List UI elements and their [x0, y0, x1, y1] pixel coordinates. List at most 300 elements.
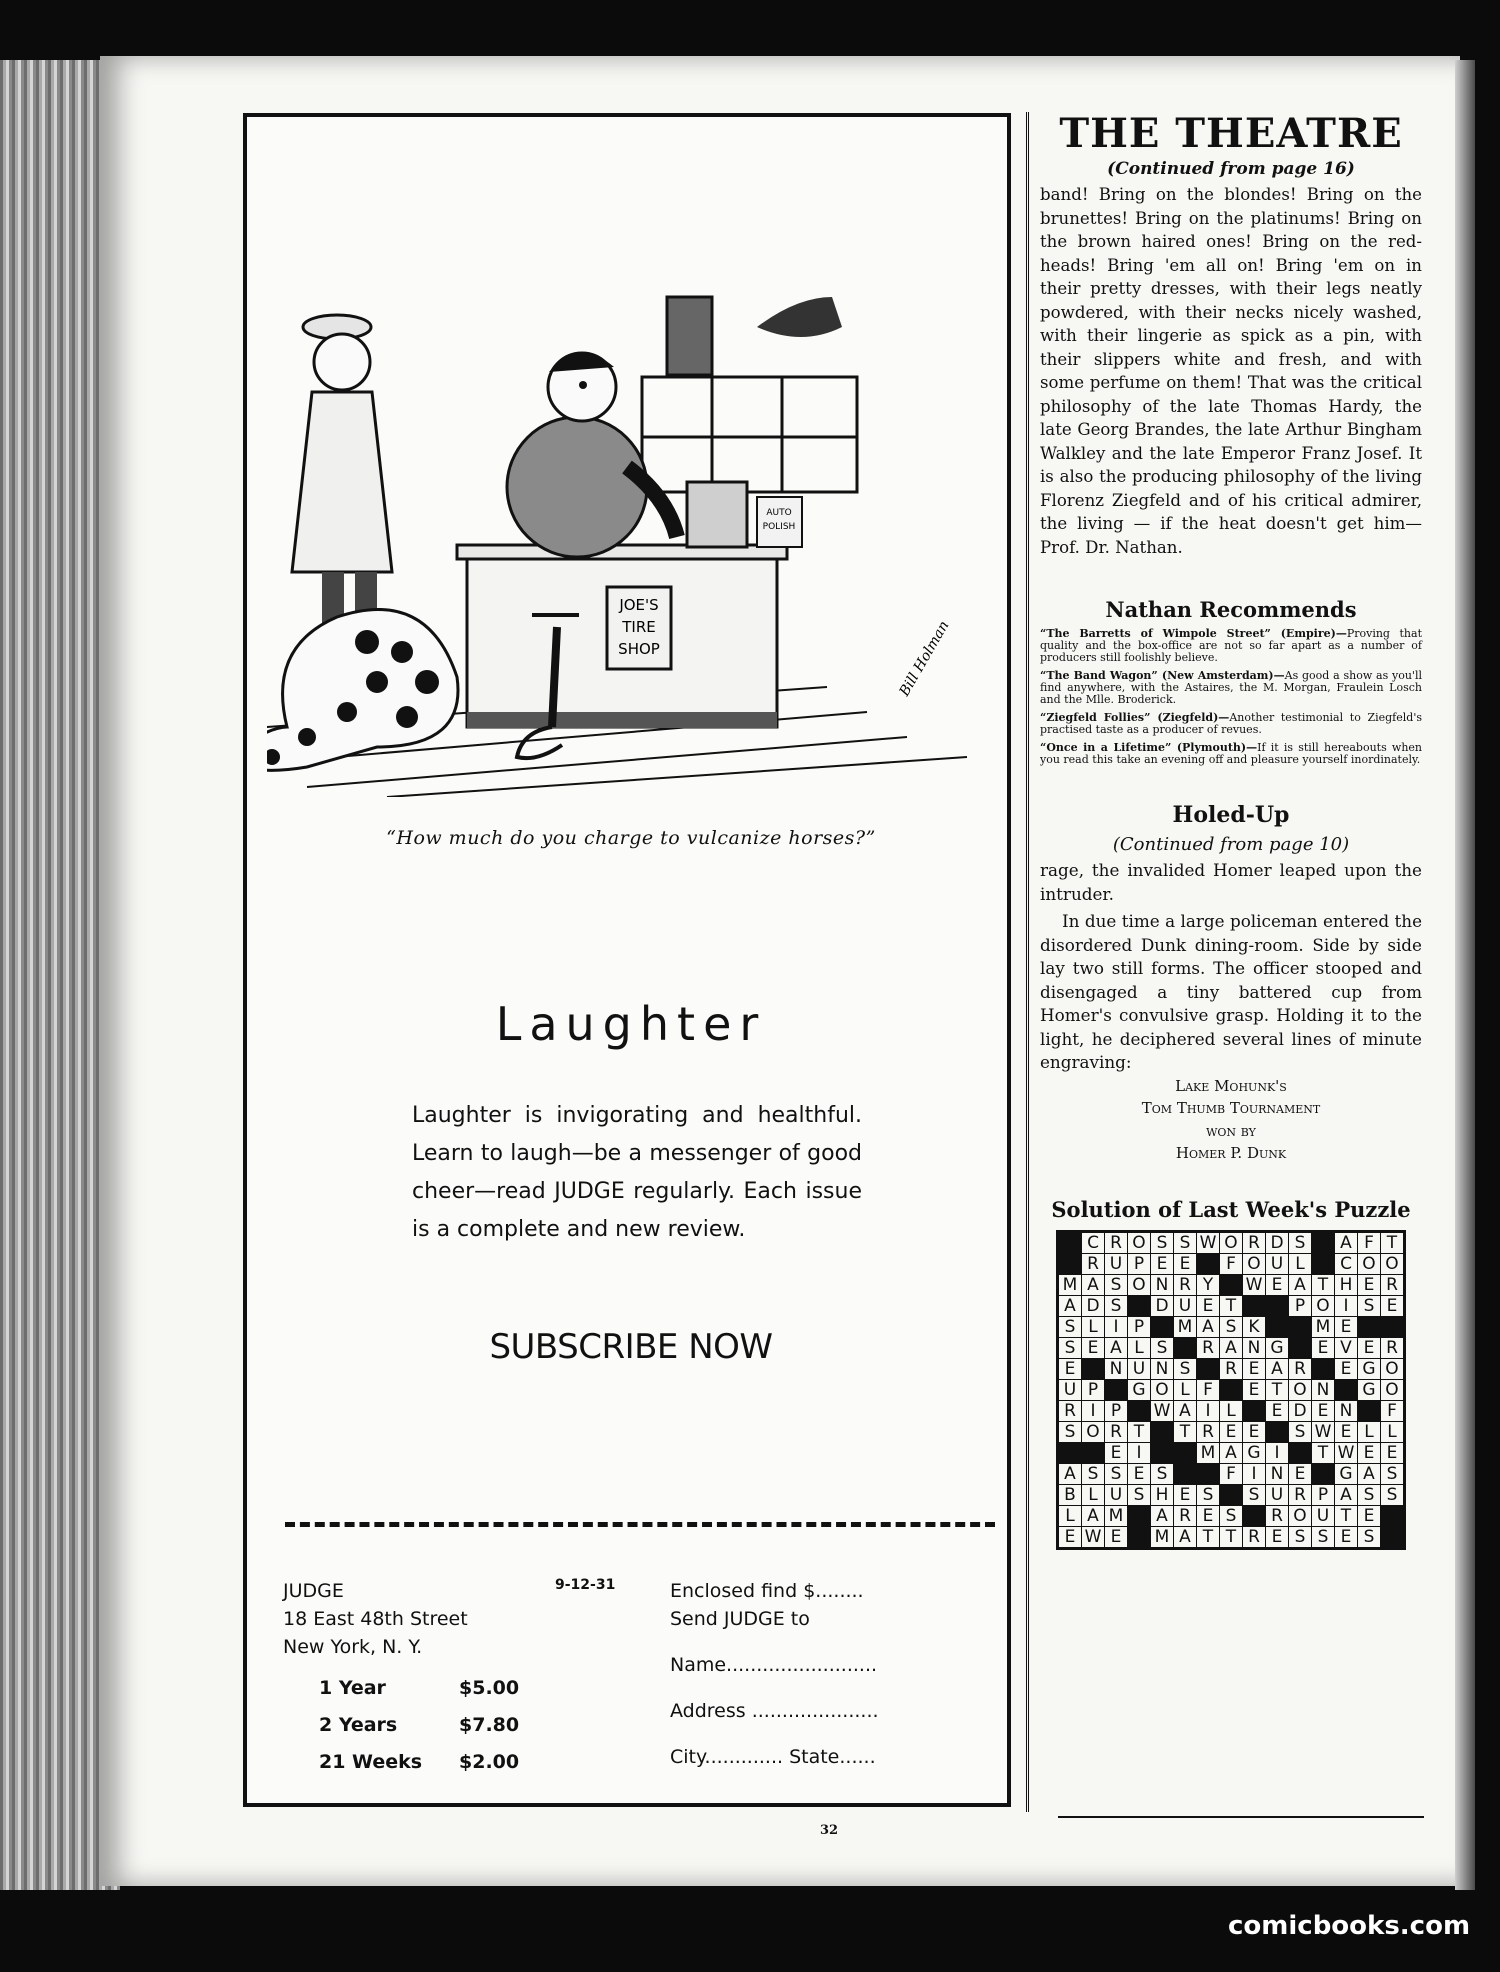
crossword-letter-cell: L — [1082, 1484, 1105, 1505]
crossword-letter-cell: A — [1220, 1442, 1243, 1463]
crossword-black-cell — [1151, 1421, 1174, 1442]
crossword-letter-cell: A — [1058, 1463, 1082, 1484]
crossword-letter-cell: S — [1358, 1484, 1381, 1505]
crossword-row — [1058, 1337, 1405, 1358]
crossword-letter-cell: A — [1151, 1505, 1174, 1526]
crossword-letter-cell: U — [1266, 1253, 1289, 1274]
crossword-letter-cell: E — [1105, 1526, 1128, 1548]
crossword-letter-cell: T — [1381, 1231, 1405, 1253]
crossword-letter-cell: A — [1174, 1526, 1197, 1548]
crossword-letter-cell: P — [1082, 1379, 1105, 1400]
crossword-letter-cell: G — [1266, 1337, 1289, 1358]
crossword-letter-cell: E — [1174, 1484, 1197, 1505]
crossword-letter-cell: G — [1335, 1463, 1358, 1484]
crossword-black-cell — [1197, 1253, 1220, 1274]
crossword-letter-cell: T — [1266, 1379, 1289, 1400]
crossword-letter-cell: E — [1381, 1442, 1405, 1463]
crossword-row — [1058, 1484, 1405, 1505]
holed-up-continued-note: (Continued from page 10) — [1112, 834, 1350, 855]
crossword-letter-cell: T — [1335, 1505, 1358, 1526]
crossword-letter-cell: T — [1174, 1421, 1197, 1442]
crossword-black-cell — [1381, 1316, 1405, 1337]
recommendation-item — [1040, 628, 1422, 664]
crossword-black-cell — [1174, 1463, 1197, 1484]
crossword-letter-cell: E — [1151, 1253, 1174, 1274]
crossword-black-cell — [1058, 1442, 1082, 1463]
crossword-letter-cell: S — [1105, 1274, 1128, 1295]
crossword-letter-cell: A — [1082, 1505, 1105, 1526]
engraving-line: won by — [1206, 1121, 1256, 1140]
rate-term: 2 Years — [319, 1714, 398, 1736]
recommendation-show: “Once in a Lifetime” (Plymouth)— — [1040, 741, 1258, 754]
recommendation-show: “The Barretts of Wimpole Street” (Empire)— — [1040, 627, 1347, 640]
crossword-letter-cell: F — [1197, 1379, 1220, 1400]
crossword-letter-cell: S — [1128, 1484, 1151, 1505]
crossword-row — [1058, 1295, 1405, 1316]
recommendation-show: “The Band Wagon” (New Amsterdam)— — [1040, 669, 1285, 682]
rate-row — [319, 1751, 519, 1788]
crossword-letter-cell: R — [1197, 1421, 1220, 1442]
crossword-letter-cell: T — [1220, 1526, 1243, 1548]
crossword-row — [1058, 1421, 1405, 1442]
crossword-letter-cell: E — [1266, 1400, 1289, 1421]
crossword-letter-cell: F — [1220, 1253, 1243, 1274]
crossword-letter-cell: W — [1151, 1400, 1174, 1421]
crossword-letter-cell: E — [1289, 1463, 1312, 1484]
rate-term: 21 Weeks — [319, 1751, 423, 1773]
crossword-row — [1058, 1379, 1405, 1400]
crossword-letter-cell: U — [1312, 1505, 1335, 1526]
rate-price: $5.00 — [459, 1677, 520, 1699]
judge-subscription-ad — [243, 113, 1011, 1807]
crossword-letter-cell: O — [1151, 1379, 1174, 1400]
crossword-black-cell — [1289, 1442, 1312, 1463]
crossword-letter-cell: E — [1335, 1358, 1358, 1379]
crossword-letter-cell: I — [1105, 1316, 1128, 1337]
crossword-letter-cell: S — [1058, 1316, 1082, 1337]
crossword-letter-cell: O — [1358, 1253, 1381, 1274]
crossword-letter-cell: N — [1105, 1358, 1128, 1379]
crossword-letter-cell: P — [1128, 1253, 1151, 1274]
subscription-rates — [319, 1677, 519, 1788]
crossword-letter-cell: R — [1266, 1505, 1289, 1526]
crossword-black-cell — [1197, 1463, 1220, 1484]
crossword-letter-cell: Y — [1197, 1274, 1220, 1295]
crossword-letter-cell: I — [1082, 1400, 1105, 1421]
crossword-letter-cell: S — [1197, 1484, 1220, 1505]
ad-pitch-text: Laughter is invigorating and healthful. Learn to laugh—be a messenger of good cheer—read JUDGE regularly. Each issue is a complete and new review. — [412, 1103, 862, 1242]
shop-sign-line-2: TIRE — [622, 618, 656, 636]
crossword-letter-cell: G — [1358, 1379, 1381, 1400]
crossword-letter-cell: L — [1128, 1337, 1151, 1358]
crossword-black-cell — [1105, 1379, 1128, 1400]
crossword-letter-cell: U — [1174, 1295, 1197, 1316]
crossword-black-cell — [1151, 1442, 1174, 1463]
coupon-address-line: JUDGE — [283, 1580, 344, 1602]
crossword-letter-cell: U — [1266, 1484, 1289, 1505]
crossword-letter-cell: E — [1128, 1463, 1151, 1484]
crossword-row — [1058, 1358, 1405, 1379]
crossword-letter-cell: R — [1174, 1274, 1197, 1295]
coupon-address-line: New York, N. Y. — [283, 1636, 423, 1658]
engraving-line: Lake Mohunk's — [1175, 1076, 1287, 1095]
crossword-letter-cell: I — [1266, 1442, 1289, 1463]
crossword-letter-cell: A — [1174, 1400, 1197, 1421]
crossword-letter-cell: S — [1174, 1358, 1197, 1379]
crossword-letter-cell: D — [1082, 1295, 1105, 1316]
crossword-letter-cell: F — [1220, 1463, 1243, 1484]
crossword-black-cell — [1266, 1316, 1289, 1337]
crossword-row — [1058, 1400, 1405, 1421]
crossword-letter-cell: S — [1105, 1295, 1128, 1316]
crossword-black-cell — [1058, 1253, 1082, 1274]
theatre-column — [1040, 110, 1422, 1550]
crossword-row — [1058, 1505, 1405, 1526]
crossword-letter-cell: O — [1289, 1379, 1312, 1400]
crossword-black-cell — [1243, 1295, 1266, 1316]
polish-can-line-1: AUTO — [766, 508, 792, 518]
crossword-letter-cell: G — [1243, 1442, 1266, 1463]
crossword-letter-cell: A — [1289, 1274, 1312, 1295]
crossword-letter-cell: O — [1220, 1231, 1243, 1253]
crossword-letter-cell: O — [1381, 1358, 1405, 1379]
crossword-letter-cell: H — [1151, 1484, 1174, 1505]
crossword-letter-cell: I — [1243, 1463, 1266, 1484]
crossword-letter-cell: M — [1174, 1316, 1197, 1337]
crossword-letter-cell: N — [1312, 1379, 1335, 1400]
crossword-letter-cell: R — [1105, 1231, 1128, 1253]
crossword-letter-cell: R — [1174, 1505, 1197, 1526]
crossword-letter-cell: S — [1358, 1295, 1381, 1316]
crossword-letter-cell: S — [1151, 1337, 1174, 1358]
crossword-letter-cell: C — [1335, 1253, 1358, 1274]
crossword-letter-cell: S — [1151, 1463, 1174, 1484]
crossword-black-cell — [1381, 1505, 1405, 1526]
crossword-letter-cell: W — [1197, 1231, 1220, 1253]
crossword-letter-cell: A — [1197, 1316, 1220, 1337]
crossword-black-cell — [1358, 1400, 1381, 1421]
crossword-letter-cell: A — [1266, 1358, 1289, 1379]
crossword-letter-cell: E — [1358, 1274, 1381, 1295]
crossword-letter-cell: A — [1335, 1484, 1358, 1505]
crossword-letter-cell: E — [1105, 1442, 1128, 1463]
cartoon-illustration — [267, 257, 1007, 797]
crossword-letter-cell: N — [1243, 1337, 1266, 1358]
recommendation-text: As good a show as you'll find anywhere, with the Astaires, the M. Morgan, Fraulein Losch and the Mlle. Broderick. — [1040, 669, 1422, 706]
crossword-letter-cell: R — [1381, 1274, 1405, 1295]
recommendation-show: “Ziegfeld Follies” (Ziegfeld)— — [1040, 711, 1230, 724]
crossword-black-cell — [1128, 1400, 1151, 1421]
crossword-black-cell — [1220, 1274, 1243, 1295]
crossword-letter-cell: E — [1197, 1295, 1220, 1316]
crossword-letter-cell: W — [1312, 1421, 1335, 1442]
crossword-black-cell — [1335, 1379, 1358, 1400]
crossword-letter-cell: S — [1289, 1421, 1312, 1442]
crossword-letter-cell: E — [1266, 1274, 1289, 1295]
crossword-black-cell — [1358, 1316, 1381, 1337]
crossword-letter-cell: G — [1128, 1379, 1151, 1400]
crossword-black-cell — [1266, 1421, 1289, 1442]
crossword-letter-cell: U — [1105, 1484, 1128, 1505]
crossword-letter-cell: P — [1312, 1484, 1335, 1505]
crossword-letter-cell: T — [1312, 1442, 1335, 1463]
crossword-letter-cell: M — [1105, 1505, 1128, 1526]
crossword-letter-cell: A — [1358, 1463, 1381, 1484]
crossword-letter-cell: A — [1220, 1337, 1243, 1358]
site-watermark: comicbooks.com — [1228, 1911, 1471, 1941]
crossword-black-cell — [1381, 1526, 1405, 1548]
crossword-letter-cell: S — [1105, 1463, 1128, 1484]
crossword-black-cell — [1174, 1337, 1197, 1358]
crossword-letter-cell: W — [1082, 1526, 1105, 1548]
polish-can-line-2: POLISH — [762, 522, 796, 532]
crossword-letter-cell: K — [1243, 1316, 1266, 1337]
city-state-field: City............. State...... — [670, 1746, 876, 1768]
coupon-address-line: 18 East 48th Street — [283, 1608, 468, 1630]
crossword-letter-cell: O — [1082, 1421, 1105, 1442]
crossword-letter-cell: N — [1151, 1274, 1174, 1295]
crossword-letter-cell: E — [1312, 1400, 1335, 1421]
rate-term: 1 Year — [319, 1677, 386, 1699]
crossword-letter-cell: W — [1335, 1442, 1358, 1463]
ad-headline: Laughter — [495, 997, 767, 1051]
crossword-row — [1058, 1253, 1405, 1274]
crossword-letter-cell: A — [1082, 1274, 1105, 1295]
crossword-row — [1058, 1463, 1405, 1484]
crossword-letter-cell: E — [1335, 1526, 1358, 1548]
holed-up-paragraph: rage, the invalided Homer leaped upon the intruder. — [1040, 860, 1422, 904]
crossword-letter-cell: E — [1335, 1316, 1358, 1337]
crossword-letter-cell: F — [1381, 1400, 1405, 1421]
crossword-letter-cell: S — [1220, 1505, 1243, 1526]
crossword-black-cell — [1312, 1253, 1335, 1274]
theatre-body-text: band! Bring on the blondes! Bring on the brunettes! Bring on the platinums! Bring on the brown haired ones! Bring on the red-heads! Bring 'em all on! Bring 'em on in their pretty dresses, with their legs neatly powdered, with their necks nicely washed, with their lingerie as spick as a pin, with their slippers white and fresh, and with some perfume on them! That was the critical philosophy of the late Thomas Hardy, the late Georg Brandes, the late Arthur Bingham Walkley and the late Emperor Franz Josef. It is also the producing philosophy of the living Florenz Ziegfeld and of his critical admirer, the living — if the heat doesn't get him—Prof. Dr. Nathan. — [1040, 185, 1422, 557]
crossword-letter-cell: N — [1335, 1400, 1358, 1421]
coupon-date: 9-12-31 — [555, 1577, 616, 1593]
crossword-letter-cell: S — [1174, 1231, 1197, 1253]
crossword-letter-cell: O — [1289, 1505, 1312, 1526]
crossword-black-cell — [1312, 1231, 1335, 1253]
holed-up-paragraph: In due time a large policeman entered the disordered Dunk dining-room. Side by side lay two still forms. The officer stooped and disengaged a tiny battered cup from Homer's convulsive grasp. Holding it to the light, he deciphered several lines of minute engraving: — [1040, 911, 1422, 1072]
rate-price: $7.80 — [459, 1714, 520, 1736]
crossword-letter-cell: I — [1197, 1400, 1220, 1421]
crossword-letter-cell: L — [1058, 1505, 1082, 1526]
crossword-letter-cell: S — [1058, 1421, 1082, 1442]
enclosed-line: Enclosed find $........ — [670, 1580, 864, 1602]
crossword-letter-cell: D — [1151, 1295, 1174, 1316]
crossword-letter-cell: F — [1358, 1231, 1381, 1253]
crossword-letter-cell: L — [1220, 1400, 1243, 1421]
send-to-line: Send JUDGE to — [670, 1608, 810, 1630]
crossword-letter-cell: L — [1082, 1316, 1105, 1337]
crossword-black-cell — [1128, 1505, 1151, 1526]
crossword-letter-cell: A — [1058, 1295, 1082, 1316]
crossword-letter-cell: R — [1105, 1421, 1128, 1442]
crossword-letter-cell: L — [1358, 1421, 1381, 1442]
rate-row — [319, 1677, 519, 1714]
crossword-letter-cell: E — [1381, 1295, 1405, 1316]
crossword-black-cell — [1058, 1231, 1082, 1253]
crossword-letter-cell: M — [1151, 1526, 1174, 1548]
crossword-letter-cell: E — [1220, 1421, 1243, 1442]
recommendation-item — [1040, 670, 1422, 706]
crossword-letter-cell: E — [1358, 1505, 1381, 1526]
subscribe-now-heading: SUBSCRIBE NOW — [489, 1327, 773, 1367]
crossword-letter-cell: E — [1266, 1526, 1289, 1548]
recommendation-text: Another testimonial to Ziegfeld's practised taste as a producer of revues. — [1040, 711, 1422, 736]
crossword-letter-cell: E — [1335, 1421, 1358, 1442]
crossword-black-cell — [1197, 1358, 1220, 1379]
crossword-black-cell — [1082, 1442, 1105, 1463]
crossword-letter-cell: H — [1335, 1274, 1358, 1295]
recommendation-item — [1040, 742, 1422, 766]
cartoon-caption: “How much do you charge to vulcanize horses?” — [386, 827, 876, 849]
crossword-letter-cell: R — [1058, 1400, 1082, 1421]
recommends-heading: Nathan Recommends — [1105, 597, 1357, 622]
crossword-letter-cell: L — [1289, 1253, 1312, 1274]
crossword-letter-cell: D — [1289, 1400, 1312, 1421]
column-divider — [1026, 112, 1029, 1812]
crossword-letter-cell: S — [1358, 1526, 1381, 1548]
engraving-line: Tom Thumb Tournament — [1141, 1099, 1321, 1117]
crossword-row — [1058, 1526, 1405, 1548]
page-number: 32 — [820, 1823, 839, 1838]
crossword-letter-cell: M — [1197, 1442, 1220, 1463]
crossword-letter-cell: I — [1335, 1295, 1358, 1316]
crossword-solution-grid — [1056, 1230, 1406, 1550]
crossword-letter-cell: R — [1243, 1231, 1266, 1253]
crossword-row — [1058, 1231, 1405, 1253]
crossword-letter-cell: U — [1128, 1358, 1151, 1379]
crossword-letter-cell: W — [1243, 1274, 1266, 1295]
crossword-letter-cell: T — [1220, 1295, 1243, 1316]
crossword-letter-cell: E — [1058, 1358, 1082, 1379]
crossword-letter-cell: E — [1358, 1337, 1381, 1358]
crossword-letter-cell: M — [1058, 1274, 1082, 1295]
crossword-letter-cell: R — [1289, 1484, 1312, 1505]
crossword-letter-cell: S — [1381, 1463, 1405, 1484]
coupon-cut-line — [285, 1522, 995, 1527]
artist-signature: Bill Holman — [896, 618, 953, 699]
crossword-letter-cell: E — [1058, 1526, 1082, 1548]
crossword-letter-cell: N — [1266, 1463, 1289, 1484]
book-right-edge — [1455, 60, 1475, 1890]
crossword-letter-cell: O — [1243, 1253, 1266, 1274]
crossword-letter-cell: E — [1358, 1442, 1381, 1463]
crossword-letter-cell: T — [1197, 1526, 1220, 1548]
crossword-letter-cell: C — [1082, 1231, 1105, 1253]
crossword-letter-cell: O — [1128, 1274, 1151, 1295]
puzzle-heading: Solution of Last Week's Puzzle — [1051, 1196, 1411, 1222]
crossword-letter-cell: N — [1151, 1358, 1174, 1379]
name-field: Name......................... — [670, 1654, 878, 1676]
crossword-letter-cell: A — [1335, 1231, 1358, 1253]
crossword-letter-cell: S — [1289, 1526, 1312, 1548]
crossword-letter-cell: S — [1220, 1316, 1243, 1337]
crossword-letter-cell: R — [1289, 1358, 1312, 1379]
crossword-letter-cell: E — [1082, 1337, 1105, 1358]
crossword-letter-cell: E — [1243, 1421, 1266, 1442]
crossword-letter-cell: R — [1243, 1526, 1266, 1548]
crossword-black-cell — [1082, 1358, 1105, 1379]
crossword-letter-cell: A — [1105, 1337, 1128, 1358]
crossword-letter-cell: U — [1058, 1379, 1082, 1400]
coupon-order-form — [670, 1577, 1000, 1789]
crossword-row — [1058, 1442, 1405, 1463]
crossword-letter-cell: E — [1312, 1337, 1335, 1358]
crossword-black-cell — [1128, 1526, 1151, 1548]
crossword-black-cell — [1312, 1358, 1335, 1379]
crossword-letter-cell: E — [1243, 1379, 1266, 1400]
shop-sign-line-1: JOE'S — [619, 596, 659, 614]
recommendation-text: Proving that quality and the box-office are not so far apart as a number of producers still foolishly believe. — [1040, 627, 1422, 664]
crossword-letter-cell: S — [1243, 1484, 1266, 1505]
crossword-letter-cell: R — [1082, 1253, 1105, 1274]
crossword-black-cell — [1289, 1337, 1312, 1358]
crossword-letter-cell: T — [1312, 1274, 1335, 1295]
crossword-letter-cell: O — [1381, 1379, 1405, 1400]
crossword-black-cell — [1243, 1400, 1266, 1421]
crossword-letter-cell: G — [1358, 1358, 1381, 1379]
crossword-letter-cell: S — [1312, 1526, 1335, 1548]
recommendation-text: If it is still hereabouts when you read this take an evening off and pleasure yourself inordinately. — [1040, 741, 1423, 766]
crossword-letter-cell: V — [1335, 1337, 1358, 1358]
crossword-black-cell — [1174, 1442, 1197, 1463]
crossword-letter-cell: R — [1220, 1358, 1243, 1379]
crossword-letter-cell: R — [1381, 1337, 1405, 1358]
crossword-letter-cell: E — [1174, 1253, 1197, 1274]
column-bottom-rule — [1058, 1816, 1424, 1818]
crossword-letter-cell: O — [1312, 1295, 1335, 1316]
crossword-letter-cell: O — [1128, 1231, 1151, 1253]
crossword-letter-cell: P — [1105, 1400, 1128, 1421]
crossword-letter-cell: L — [1381, 1421, 1405, 1442]
crossword-letter-cell: U — [1105, 1253, 1128, 1274]
crossword-letter-cell: P — [1128, 1316, 1151, 1337]
crossword-row — [1058, 1274, 1405, 1295]
recommendation-item — [1040, 712, 1422, 736]
holed-up-heading: Holed-Up — [1172, 802, 1290, 828]
crossword-black-cell — [1266, 1295, 1289, 1316]
crossword-black-cell — [1220, 1379, 1243, 1400]
crossword-letter-cell: I — [1128, 1442, 1151, 1463]
crossword-letter-cell: L — [1174, 1379, 1197, 1400]
crossword-letter-cell: P — [1289, 1295, 1312, 1316]
crossword-black-cell — [1220, 1484, 1243, 1505]
crossword-letter-cell: R — [1197, 1337, 1220, 1358]
crossword-row — [1058, 1316, 1405, 1337]
crossword-black-cell — [1312, 1463, 1335, 1484]
rate-price: $2.00 — [459, 1751, 520, 1773]
crossword-letter-cell: D — [1266, 1231, 1289, 1253]
address-field: Address ..................... — [670, 1700, 879, 1722]
crossword-black-cell — [1243, 1505, 1266, 1526]
crossword-letter-cell: T — [1128, 1421, 1151, 1442]
crossword-letter-cell: S — [1058, 1337, 1082, 1358]
crossword-black-cell — [1128, 1295, 1151, 1316]
theatre-title: THE THEATRE — [1059, 110, 1403, 157]
crossword-letter-cell: B — [1058, 1484, 1082, 1505]
crossword-letter-cell: S — [1381, 1484, 1405, 1505]
crossword-black-cell — [1289, 1316, 1312, 1337]
crossword-letter-cell: E — [1243, 1358, 1266, 1379]
crossword-letter-cell: O — [1381, 1253, 1405, 1274]
crossword-letter-cell: M — [1312, 1316, 1335, 1337]
theatre-continued-note: (Continued from page 16) — [1107, 159, 1355, 179]
rate-row — [319, 1714, 519, 1751]
engraving-line: Homer P. Dunk — [1175, 1144, 1287, 1162]
crossword-letter-cell: E — [1197, 1505, 1220, 1526]
